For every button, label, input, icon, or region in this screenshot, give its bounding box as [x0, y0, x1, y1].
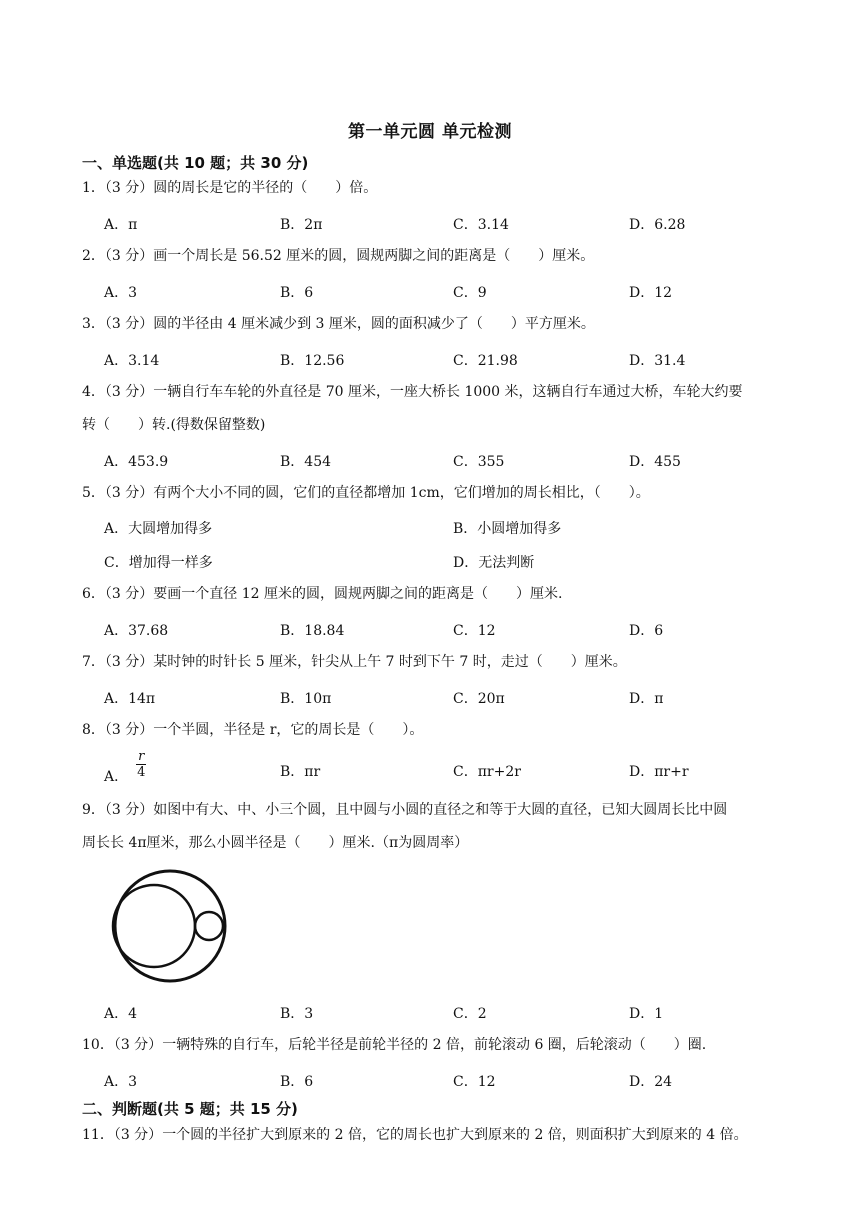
- options-q6: [104, 620, 844, 640]
- question-text: 某时钟的时针长 5 厘米，针尖从上午 7 时到下午 7 时，走过（ ）厘米。: [153, 654, 627, 670]
- question-3: [82, 308, 842, 341]
- question-number: 3．: [82, 316, 105, 332]
- option-c: C．12: [453, 1074, 496, 1090]
- option-d: D．6: [629, 623, 664, 639]
- question-score: （3 分）: [104, 485, 154, 501]
- question-10: [82, 1029, 842, 1062]
- option-d: D．455: [629, 454, 681, 470]
- question-1: [82, 172, 842, 205]
- option-c: C．355: [453, 454, 505, 470]
- question-score: （3 分）: [104, 802, 154, 818]
- option-c: C．12: [453, 623, 496, 639]
- question-text: 有两个大小不同的圆，它们的直径都增加 1cm，它们增加的周长相比，（ ）。: [153, 485, 650, 501]
- question-score: （3 分）: [104, 248, 154, 264]
- question-2: [82, 240, 842, 273]
- option-d: D．πr+r: [629, 764, 689, 780]
- options-q1: [104, 214, 844, 234]
- question-score: （3 分）: [104, 586, 154, 602]
- option-d: D．1: [629, 1006, 664, 1022]
- question-text: 一个半圆，半径是 r，它的周长是（ ）。: [153, 722, 424, 738]
- question-text: 如图中有大、中、小三个圆，且中圆与小圆的直径之和等于大圆的直径，已知大圆周长比中圆: [153, 802, 728, 818]
- option-b: B．3: [280, 1006, 314, 1022]
- question-4-continued: 转（ ）转.(得数保留整数): [82, 417, 266, 433]
- question-text: 一辆特殊的自行车，后轮半径是前轮半径的 2 倍，前轮滚动 6 圈，后轮滚动（ ）圈.: [162, 1037, 707, 1053]
- option-b: B．6: [280, 1074, 314, 1090]
- question-number: 4．: [82, 384, 105, 400]
- option-a: A．4: [104, 1006, 138, 1022]
- section-heading-true-false: 二、判断题(共 5 题；共 15 分): [82, 1100, 298, 1118]
- question-number: 5．: [82, 485, 105, 501]
- option-b: B．18.84: [280, 623, 345, 639]
- option-b: B．454: [280, 454, 332, 470]
- small-circle: [195, 912, 223, 940]
- question-8: [82, 714, 842, 747]
- option-d: D．π: [629, 691, 664, 707]
- option-c: C．πr+2r: [453, 764, 521, 780]
- options-q2: [104, 282, 844, 302]
- option-c: C．9: [453, 285, 487, 301]
- three-circles-figure: [110, 866, 230, 986]
- section-heading-single-choice: 一、单选题(共 10 题；共 30 分): [82, 154, 309, 172]
- question-7: [82, 646, 842, 679]
- question-score: （3 分）: [104, 384, 154, 400]
- question-score: （3 分）: [104, 722, 154, 738]
- question-11: [82, 1119, 842, 1152]
- option-b: B．6: [280, 285, 314, 301]
- option-d: D．24: [629, 1074, 673, 1090]
- option-a: A．14π: [104, 691, 156, 707]
- option-b: B．πr: [280, 764, 321, 780]
- option-c: C．2: [453, 1006, 487, 1022]
- option-c: C．增加得一样多: [104, 555, 213, 571]
- option-a: A． $\frac{r}{4}$: [104, 749, 146, 785]
- question-number: 6．: [82, 586, 105, 602]
- options-q4: [104, 451, 844, 471]
- question-number: 2．: [82, 248, 105, 264]
- question-score: （3 分）: [113, 1037, 163, 1053]
- question-9-continued: 周长长 4π厘米，那么小圆半径是（ ）厘米.（π为圆周率）: [82, 835, 469, 851]
- option-c: C．20π: [453, 691, 505, 707]
- question-number: 9．: [82, 802, 105, 818]
- page-title: 第一单元圆 单元检测: [348, 122, 512, 142]
- question-score: （3 分）: [104, 180, 154, 196]
- option-b: B．小圆增加得多: [453, 521, 562, 537]
- option-b: B．12.56: [280, 353, 345, 369]
- question-score: （3 分）: [104, 654, 154, 670]
- question-number: 10．: [82, 1037, 114, 1053]
- options-q8: [104, 749, 844, 785]
- question-5: [82, 477, 842, 510]
- question-text: 画一个周长是 56.52 厘米的圆，圆规两脚之间的距离是（ ）厘米。: [153, 248, 595, 264]
- question-text: 要画一个直径 12 厘米的圆，圆规两脚之间的距离是（ ）厘米.: [153, 586, 563, 602]
- options-q5-row1: [104, 518, 844, 538]
- option-d: D．6.28: [629, 217, 686, 233]
- option-a: A．大圆增加得多: [104, 521, 213, 537]
- option-c: C．3.14: [453, 217, 509, 233]
- question-number: 7．: [82, 654, 105, 670]
- options-q5-row2: [104, 552, 844, 572]
- option-a: A．3: [104, 1074, 138, 1090]
- option-a: A．3: [104, 285, 138, 301]
- question-number: 8．: [82, 722, 105, 738]
- question-6: [82, 578, 842, 611]
- question-score: （3 分）: [104, 316, 154, 332]
- options-q3: [104, 350, 844, 370]
- question-text: 一个圆的半径扩大到原来的 2 倍，它的周长也扩大到原来的 2 倍，则面积扩大到原来的 4 倍。: [162, 1127, 748, 1143]
- option-a: A．π: [104, 217, 138, 233]
- medium-circle: [113, 885, 195, 967]
- question-text: 一辆自行车车轮的外直径是 70 厘米，一座大桥长 1000 米，这辆自行车通过大桥，车轮大约要: [153, 384, 743, 400]
- option-d: D．31.4: [629, 353, 686, 369]
- question-number: 1．: [82, 180, 105, 196]
- option-b: B．2π: [280, 217, 323, 233]
- option-c: C．21.98: [453, 353, 518, 369]
- question-text: 圆的周长是它的半径的（ ）倍。: [153, 180, 378, 196]
- option-a: A．37.68: [104, 623, 169, 639]
- option-a: A．3.14: [104, 353, 160, 369]
- fraction-r-over-4: $\frac{r}{4}$: [137, 749, 146, 780]
- question-9: [82, 794, 842, 827]
- question-4: [82, 376, 842, 409]
- options-q10: [104, 1071, 844, 1091]
- options-q9: [104, 1003, 844, 1023]
- options-q7: [104, 688, 844, 708]
- option-a: A．453.9: [104, 454, 169, 470]
- option-d: D．无法判断: [453, 555, 535, 571]
- question-number: 11．: [82, 1127, 114, 1143]
- question-score: （3 分）: [113, 1127, 163, 1143]
- question-text: 圆的半径由 4 厘米减少到 3 厘米，圆的面积减少了（ ）平方厘米。: [153, 316, 595, 332]
- option-d: D．12: [629, 285, 673, 301]
- option-b: B．10π: [280, 691, 332, 707]
